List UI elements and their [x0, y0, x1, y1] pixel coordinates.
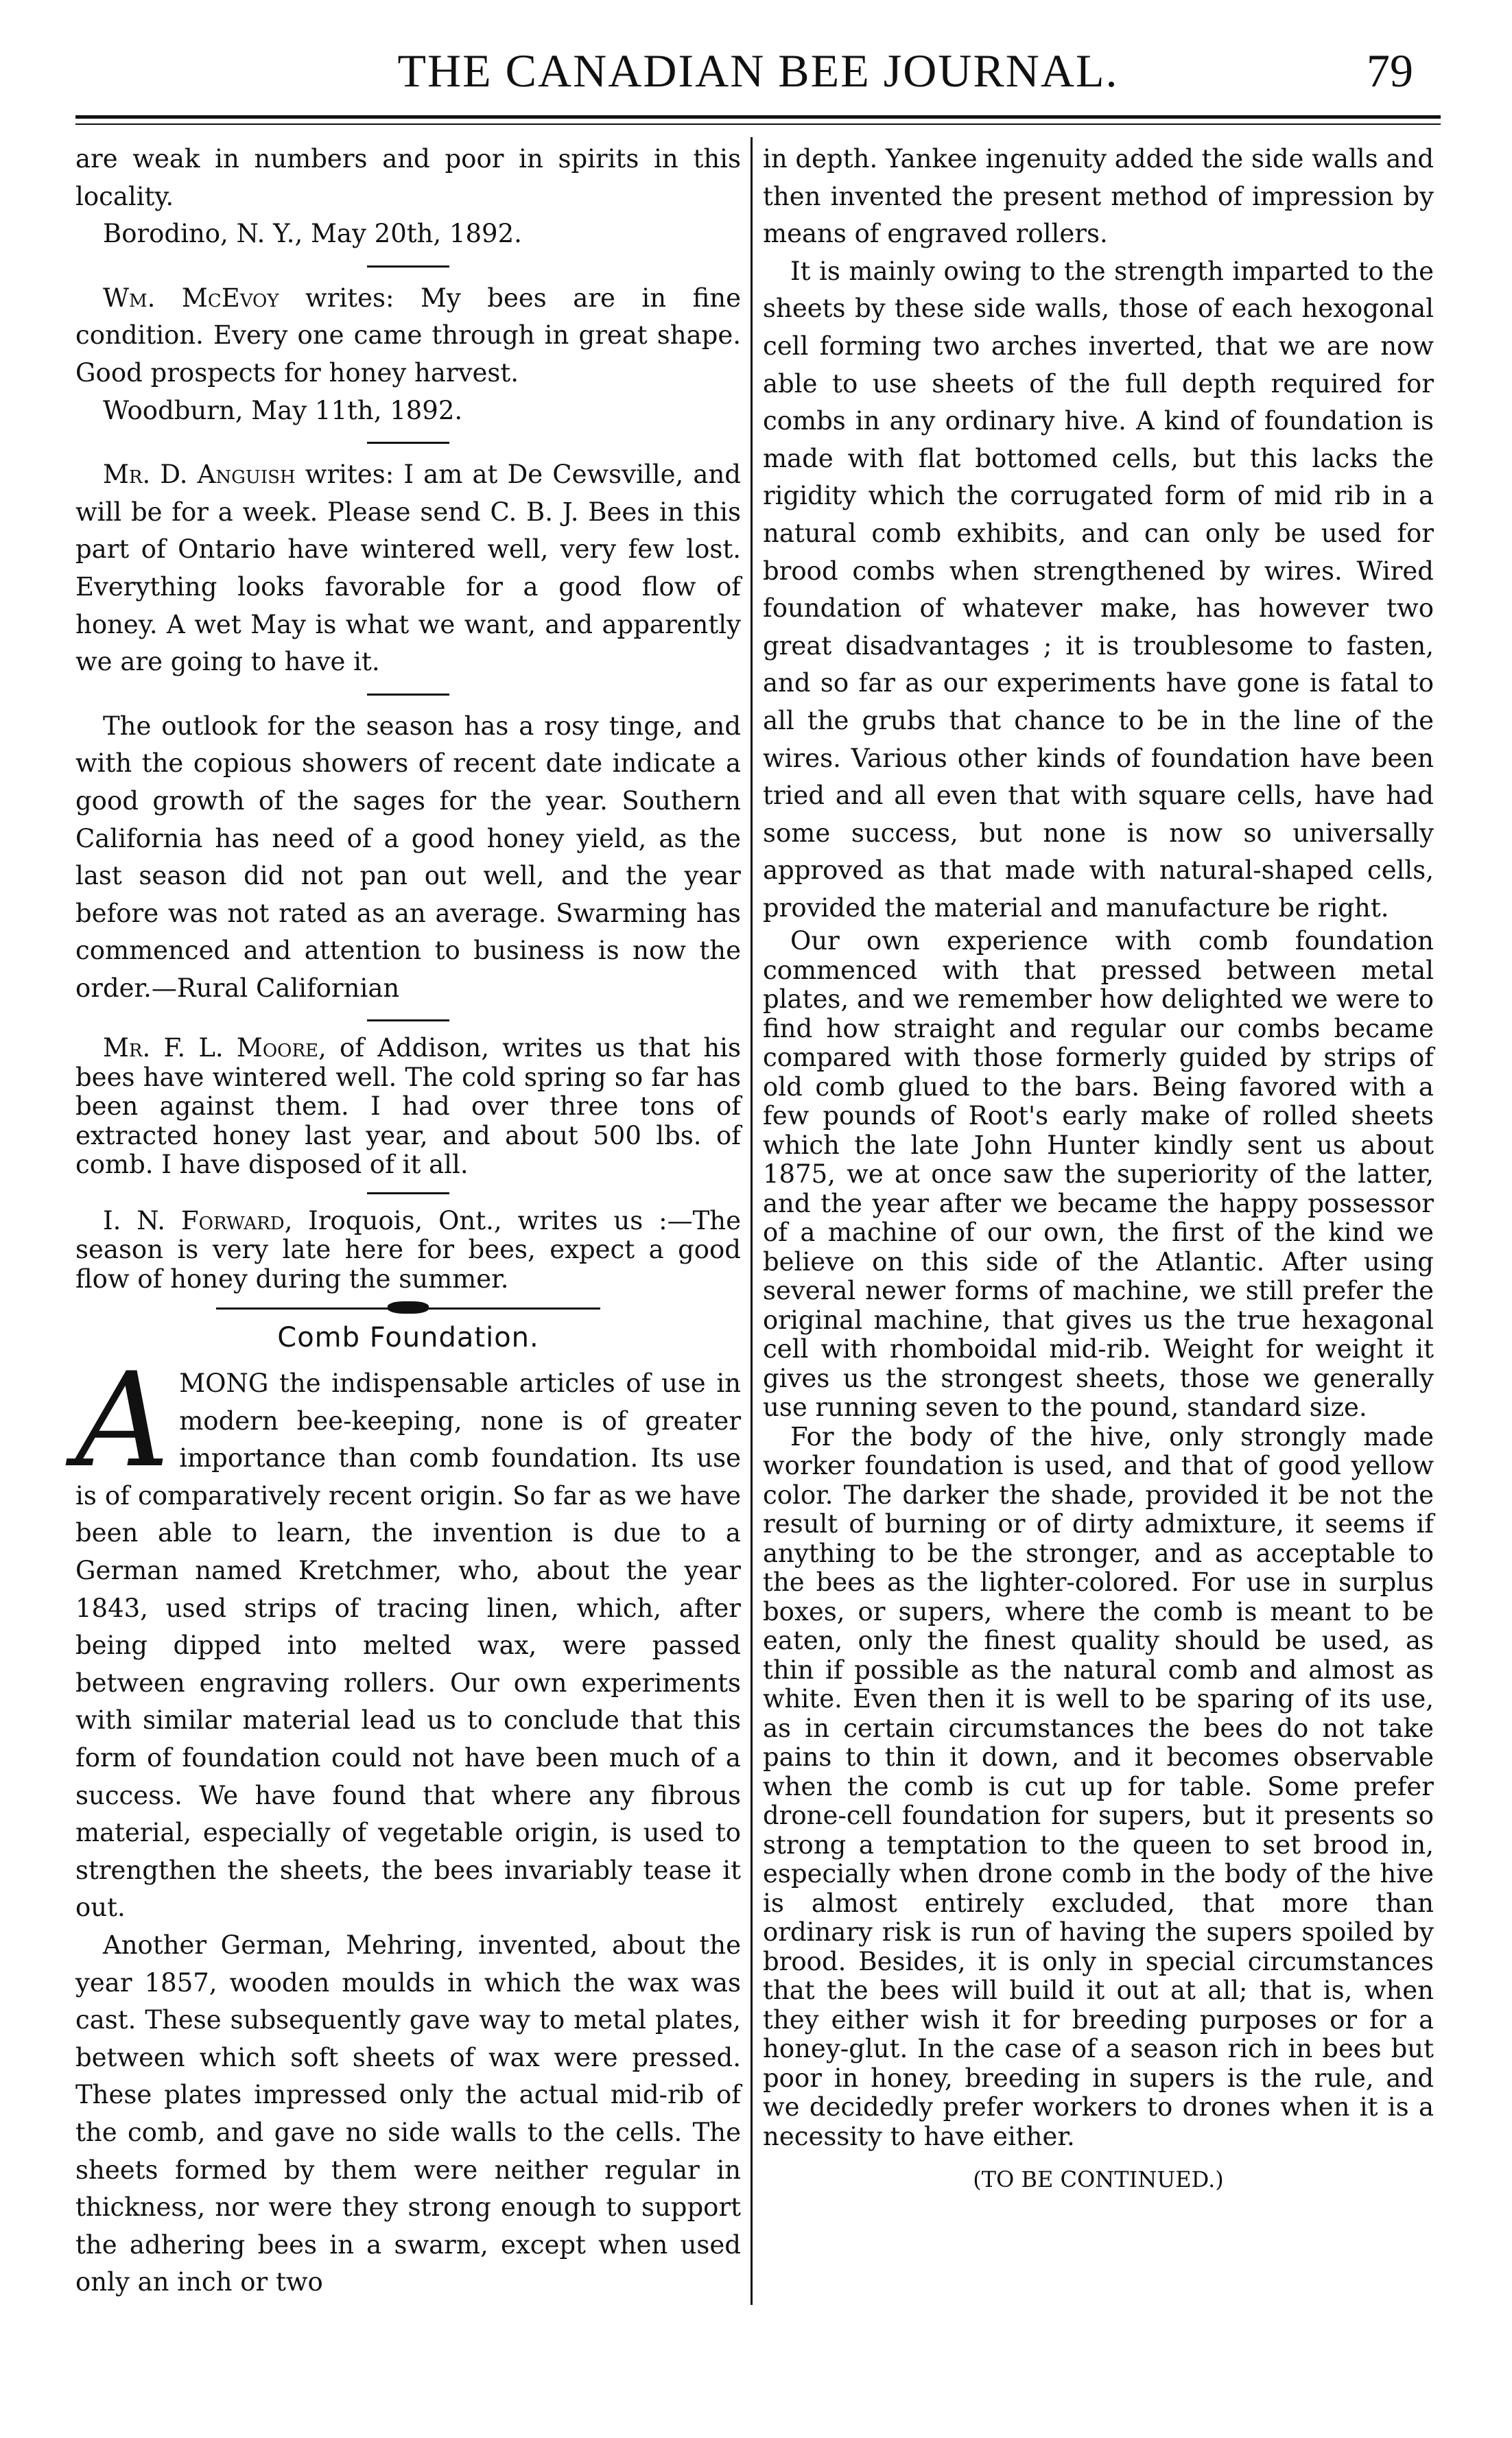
header-rule [75, 115, 1441, 119]
article-text: MONG the indispensable articles of use in modern bee-keeping, none is of greater importance than comb foundation. Its use is of comparatively recent origin. So far as we have been able to learn, the invention is due to a German named Kretchmer, who, about the year 1843, used strips of tracing linen, which, after being dipped into melted wax, were passed between engraving rollers. Our own experiments with similar material lead us to conclude that this form of foundation could not have been much of a success. We have found that where any fibrous material, especially of vegetable origin, is used to strengthen the sheets, the bees invariably tease it out. [75, 1369, 741, 1923]
left-column [75, 141, 741, 2301]
article-paragraph: For the body of the hive, only strongly made worker foundation is used, and that of good yellow color. The darker the shade, provided it be not the result of burning or of dirty admixture, it seems if anything to be the stronger, and as acceptable to the bees as the lighter-colored. For use in surplus boxes, or supers, where the comb is meant to be eaten, only the finest quality should be used, as thin if possible as the natural comb and almost as white. Even then it is well to be sparing of its use, as in certain circumstances the bees do not take pains to thin it down, and it becomes observable when the comb is cut up for table. Some prefer drone-cell foundation for supers, but it presents so strong a temptation to the queen to set brood in, especially when drone comb in the body of the hive is almost entirely excluded, that more than ordinary risk is run of having the supers spoiled by brood. Besides, it is only in special circumstances that the bees will build it out at all; that is, when they either wish it for breeding purposes or for a honey-glut. In the case of a season rich in bees but poor in honey, breeding in supers is the rule, and we decidedly prefer workers to drones when it is a necessity to have either. [763, 1421, 1434, 2151]
separator-rule [367, 1019, 449, 1021]
correspondent-name: Mr. F. L. Moore [103, 1033, 319, 1063]
column-divider [751, 137, 753, 2305]
dateline: Woodburn, May 11th, 1892. [103, 395, 463, 425]
letter-paragraph [75, 1034, 741, 1180]
correspondent-name: I. N. Forward [103, 1205, 285, 1235]
article-paragraph: Our own experience with comb foundation commenced with that pressed between metal plates, and we remember how delighted we were to find how straight and regular our combs became compared with those formerly guided by strips of old comb glued to the bars. Being favored with a few pounds of Root's early make of rolled sheets which the late John Hunter kindly sent us about 1875, we at once saw the superiority of the latter, and the year after we became the happy possessor of a machine of our own, the first of the kind we believe on this side of the Atlantic. After using several newer forms of machine, we still prefer the original machine, that gives us the true hexagonal cell with rhomboidal mid-rib. Weight for weight it gives us the strongest sheets, those we generally use running seven to the pound, standard size. [763, 926, 1434, 1423]
page-header [75, 44, 1441, 113]
drop-cap: A [75, 1345, 170, 1497]
right-column [763, 141, 1434, 2199]
separator-rule [367, 265, 449, 268]
article-paragraph: It is mainly owing to the strength imparted to the sheets by these side walls, those of each hexogonal cell forming two arches inverted, that we are now able to use sheets of the full depth required for combs in any ordinary hive. A kind of foundation is made with flat bottomed cells, but this lacks the rigidity which the corrugated form of mid rib in a natural comb exhibits, and can only be used for brood combs when strengthened by wires. Wired foundation of whatever make, has however two great disadvantages ; it is troublesome to fasten, and so far as our experiments have gone is fatal to all the grubs that chance to be in the line of the wires. Various other kinds of foundation have been tried and all even that with square cells, have had some success, but none is now so universally approved as that made with natural-shaped cells, provided the material and manufacture be right. [763, 256, 1434, 923]
letter-paragraph [75, 280, 741, 392]
letter-text: writes: My bees are in fine condition. Every one came through in great shape. Good prospects for honey harvest. [75, 283, 741, 388]
separator-rule [367, 694, 449, 696]
article-paragraph [75, 1345, 741, 1927]
ornament-mark [388, 1301, 429, 1314]
letter-text: , Iroquois, Ont., writes us :—The season is very late here for bees, expect a good flow of honey during the summer. [75, 1205, 741, 1294]
paragraph: are weak in numbers and poor in spirits in this locality. [75, 144, 741, 211]
header-rule-thin [75, 123, 1441, 125]
letter-paragraph [75, 1207, 741, 1294]
separator-rule [367, 442, 449, 444]
letter-text: writes: I am at De Cewsville, and will be for a week. Please send C. B. J. Bees in this part of Ontario have wintered well, very few lost. Everything looks favorable for a good flow of honey. A wet May is what we want, and apparently we are going to have it. [75, 460, 741, 677]
letter-text: , of Addison, writes us that his bees have wintered well. The cold spring so far has been against them. I had over three tons of extracted honey last year, and about 500 lbs. of comb. I have disposed of it all. [75, 1033, 741, 1180]
correspondent-name: Wm. McEvoy [103, 283, 279, 313]
paragraph: The outlook for the season has a rosy tinge, and with the copious showers of recent date indicate a good growth of the sages for the year. Southern California has need of a good honey yield, as the last season did not pan out well, and the year before was not rated as an average. Swarming has commenced and attention to business is now the order.—Rural Californian [75, 711, 741, 1003]
section-title: Comb Foundation. [277, 1322, 539, 1354]
separator-rule [367, 1192, 449, 1194]
correspondent-name: Mr. D. Anguish [103, 460, 296, 490]
running-title: THE CANADIAN BEE JOURNAL. [397, 45, 1119, 97]
page-number: 79 [1367, 45, 1413, 97]
letter-paragraph [75, 456, 741, 681]
article-paragraph: Another German, Mehring, invented, about the year 1857, wooden moulds in which the wax was cast. These subsequently gave way to metal plates, between which soft sheets of wax were pressed. These plates impressed only the actual mid-rib of the comb, and gave no side walls to the cells. The sheets formed by them were neither regular in thickness, nor were they strong enough to support the adhering bees in a swarm, except when used only an inch or two [75, 1930, 741, 2297]
article-paragraph: in depth. Yankee ingenuity added the side walls and then invented the present method of impression by means of engraved rollers. [763, 144, 1434, 249]
dateline: Borodino, N. Y., May 20th, 1892. [103, 219, 522, 249]
ornament-rule [216, 1307, 600, 1310]
continued-note: (TO BE CONTINUED.) [973, 2166, 1224, 2193]
